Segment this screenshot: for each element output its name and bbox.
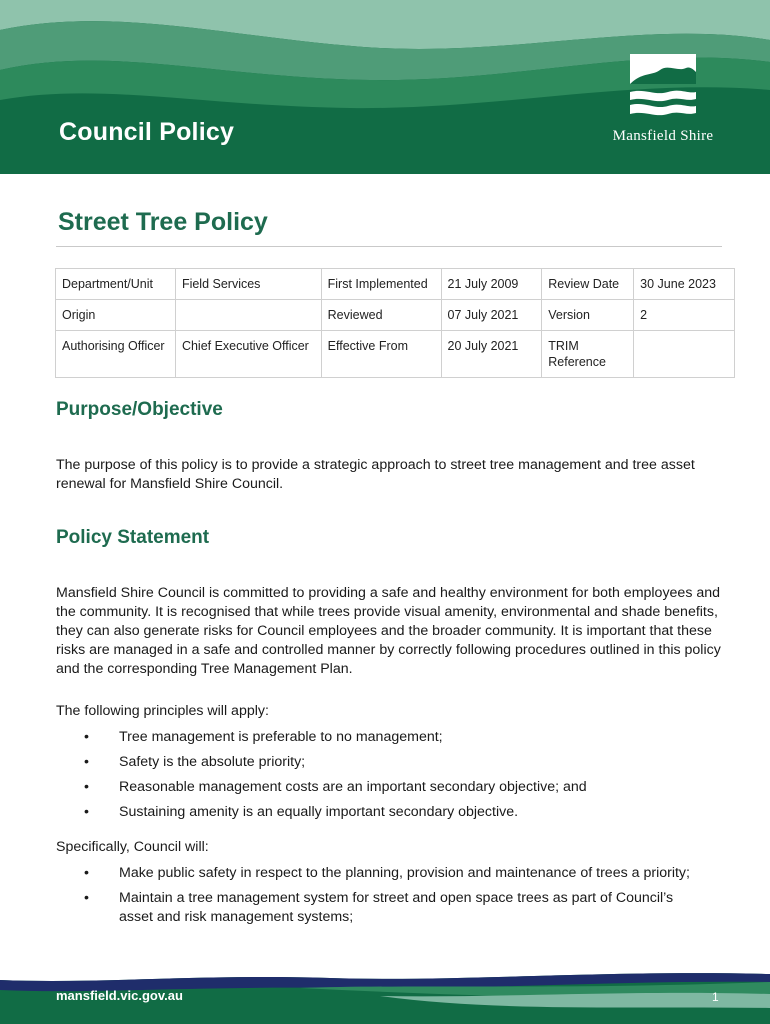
- bullet: •: [84, 729, 89, 745]
- list-item: [56, 728, 724, 747]
- list-item: [56, 864, 724, 883]
- principles-lead: The following principles will apply:: [56, 703, 269, 719]
- list-item-text: Make public safety in respect to the planning, provision and maintenance of trees a priority;: [119, 865, 690, 881]
- bullet: •: [84, 779, 89, 795]
- table-cell: [634, 331, 735, 378]
- list-item: [56, 778, 724, 797]
- table-cell: Authorising Officer: [56, 331, 176, 378]
- table-cell: 07 July 2021: [441, 300, 542, 331]
- principles-list: [56, 728, 724, 822]
- table-cell: Effective From: [321, 331, 441, 378]
- list-item-text: Safety is the absolute priority;: [119, 754, 306, 770]
- table-cell: [175, 300, 321, 331]
- page-number: 1: [712, 990, 719, 1004]
- footer-banner: [0, 968, 770, 1024]
- table-cell: First Implemented: [321, 269, 441, 300]
- policy-statement-heading: Policy Statement: [56, 527, 210, 548]
- table-cell: 2: [634, 300, 735, 331]
- footer-website-link[interactable]: mansfield.vic.gov.au: [56, 988, 183, 1003]
- list-item-text: Reasonable management costs are an important secondary objective; and: [119, 779, 587, 795]
- list-item-text: Sustaining amenity is an equally important secondary objective.: [119, 804, 519, 820]
- document-title: Street Tree Policy: [58, 208, 268, 236]
- policy-statement-intro: Mansfield Shire Council is committed to providing a safe and healthy environment for both employees and the community. It is recognised that while trees provide visual amenity, environmental and shade benefits, they can also generate risks for Council employees and the broader community. It is important that these risks are managed in a safe and controlled manner by correctly following procedures outlined in this policy and the corresponding Tree Management Plan.: [56, 585, 721, 677]
- mountain-river-logo-icon: [600, 52, 726, 124]
- bullet: •: [84, 890, 89, 906]
- logo-name: Mansfield Shire: [612, 128, 714, 144]
- list-item: [56, 753, 724, 772]
- table-row: [56, 300, 735, 331]
- table-cell: 21 July 2009: [441, 269, 542, 300]
- header-banner: [0, 0, 770, 174]
- list-item: [56, 889, 724, 927]
- table-row: [56, 331, 735, 378]
- table-cell: Reviewed: [321, 300, 441, 331]
- header-title: Council Policy: [59, 118, 235, 146]
- mansfield-shire-logo: [600, 52, 726, 147]
- council-commitments-list: [56, 864, 724, 927]
- table-cell: Department/Unit: [56, 269, 176, 300]
- list-item-text: Tree management is preferable to no management;: [119, 729, 443, 745]
- policy-metadata-table: [55, 268, 735, 378]
- council-lead: Specifically, Council will:: [56, 839, 209, 855]
- table-cell: Field Services: [175, 269, 321, 300]
- bullet: •: [84, 754, 89, 770]
- table-row: [56, 269, 735, 300]
- purpose-heading: Purpose/Objective: [56, 399, 223, 420]
- table-cell: Version: [542, 300, 634, 331]
- table-cell: Review Date: [542, 269, 634, 300]
- purpose-text: The purpose of this policy is to provide a strategic approach to street tree management and tree asset renewal for Mansfield Shire Council.: [56, 457, 695, 492]
- list-item: [56, 803, 724, 822]
- title-divider: [56, 246, 722, 247]
- bullet: •: [84, 804, 89, 820]
- bullet: •: [84, 865, 89, 881]
- table-cell: 30 June 2023: [634, 269, 735, 300]
- list-item-text: Maintain a tree management system for street and open space trees as part of Council’s asset and risk management systems;: [119, 890, 674, 925]
- table-cell: Origin: [56, 300, 176, 331]
- table-cell: TRIM Reference: [542, 331, 634, 378]
- table-cell: 20 July 2021: [441, 331, 542, 378]
- table-cell: Chief Executive Officer: [175, 331, 321, 378]
